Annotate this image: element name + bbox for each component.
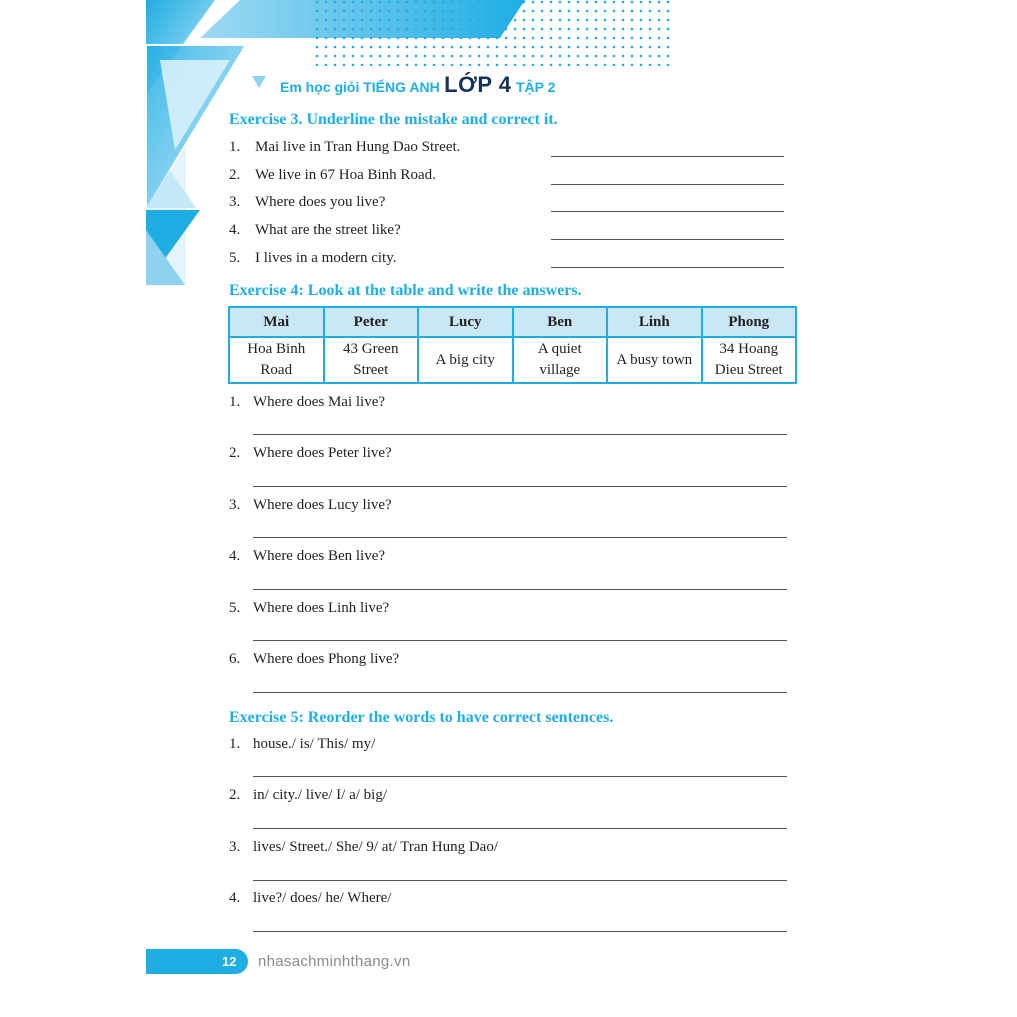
item-number: 2. — [229, 445, 241, 461]
answer-line[interactable] — [253, 472, 787, 487]
table-header-cell: Phong — [702, 307, 797, 337]
answer-line[interactable] — [253, 523, 787, 538]
cell-line: village — [539, 362, 581, 378]
item-number: 1. — [229, 394, 241, 410]
exercise-3-item — [229, 250, 397, 267]
item-number: 3. — [229, 839, 241, 855]
answer-line[interactable] — [253, 420, 787, 435]
book-header — [280, 74, 555, 96]
book-title-prefix: Em học giỏi TIẾNG ANH — [280, 79, 440, 95]
item-text: Where does Mai live? — [253, 394, 386, 410]
item-number: 2. — [229, 787, 241, 803]
item-number: 4. — [229, 222, 241, 238]
item-number: 4. — [229, 548, 241, 564]
table-cell — [702, 337, 797, 383]
exercise-4-title: Exercise 4: Look at the table and write the answers. — [229, 282, 582, 299]
item-number: 1. — [229, 736, 241, 752]
correction-blank[interactable] — [551, 168, 784, 185]
exercise-4-question — [229, 651, 399, 668]
item-number: 5. — [229, 250, 241, 266]
cell-line: Dieu Street — [714, 362, 783, 378]
book-grade: LỚP 4 — [444, 72, 512, 97]
table-cell — [513, 337, 608, 383]
table-row — [229, 337, 796, 383]
item-text: What are the street like? — [255, 222, 401, 238]
cell-line: Road — [260, 362, 293, 378]
correction-blank[interactable] — [551, 223, 784, 240]
cell-line: A big city — [435, 351, 495, 368]
exercise-5-title: Exercise 5: Reorder the words to have correct sentences. — [229, 709, 614, 726]
exercise-3-item — [229, 222, 401, 239]
item-text: house./ is/ This/ my/ — [253, 736, 376, 752]
cell-line: Street — [353, 362, 389, 378]
cell-line: Hoa Binh — [247, 341, 306, 357]
item-number: 5. — [229, 600, 241, 616]
cell-line: 34 Hoang — [719, 341, 779, 357]
residence-table — [228, 306, 797, 384]
exercise-5-item — [229, 787, 387, 804]
item-text: We live in 67 Hoa Binh Road. — [255, 167, 436, 183]
book-volume: TẬP 2 — [515, 79, 556, 95]
exercise-5-item — [229, 890, 391, 907]
exercise-4-question — [229, 600, 389, 617]
item-text: live?/ does/ he/ Where/ — [253, 890, 392, 906]
item-number: 2. — [229, 167, 241, 183]
exercise-3-item — [229, 167, 436, 184]
item-number: 1. — [229, 139, 241, 155]
exercise-4-question — [229, 548, 385, 565]
cell-line: A busy town — [616, 351, 693, 368]
correction-blank[interactable] — [551, 140, 784, 157]
correction-blank[interactable] — [551, 251, 784, 268]
exercise-3-title: Exercise 3. Underline the mistake and correct it. — [229, 111, 558, 128]
table-cell — [418, 337, 513, 383]
item-number: 3. — [229, 497, 241, 513]
exercise-3-item — [229, 194, 385, 211]
item-text: Mai live in Tran Hung Dao Street. — [255, 139, 461, 155]
item-text: Where does Ben live? — [253, 548, 386, 564]
table-header-cell: Linh — [607, 307, 702, 337]
item-text: in/ city./ live/ I/ a/ big/ — [253, 787, 388, 803]
table-cell — [607, 337, 702, 383]
answer-line[interactable] — [253, 626, 787, 641]
exercise-4-question — [229, 394, 385, 411]
item-text: Where does Peter live? — [253, 445, 392, 461]
cell-line: A quiet — [537, 341, 582, 357]
page-number: 12 — [222, 954, 237, 969]
exercise-4-question — [229, 445, 392, 462]
table-cell — [229, 337, 324, 383]
item-text: Where does you live? — [255, 194, 386, 210]
table-header-cell: Ben — [513, 307, 608, 337]
publisher-website: nhasachminhthang.vn — [258, 953, 411, 970]
answer-line[interactable] — [253, 814, 787, 829]
answer-line[interactable] — [253, 678, 787, 693]
table-header-cell: Mai — [229, 307, 324, 337]
item-text: I lives in a modern city. — [255, 250, 397, 266]
cell-line: 43 Green — [343, 341, 399, 357]
item-text: Where does Linh live? — [253, 600, 390, 616]
item-number: 6. — [229, 651, 241, 667]
table-header-row — [229, 307, 796, 337]
item-text: Where does Phong live? — [253, 651, 400, 667]
exercise-5-item — [229, 839, 498, 856]
answer-line[interactable] — [253, 762, 787, 777]
item-number: 4. — [229, 890, 241, 906]
correction-blank[interactable] — [551, 195, 784, 212]
item-text: lives/ Street./ She/ 9/ at/ Tran Hung Dao/ — [253, 839, 498, 855]
table-header-cell: Lucy — [418, 307, 513, 337]
item-text: Where does Lucy live? — [253, 497, 392, 513]
answer-line[interactable] — [253, 866, 787, 881]
answer-line[interactable] — [253, 575, 787, 590]
item-number: 3. — [229, 194, 241, 210]
exercise-5-item — [229, 736, 375, 753]
table-cell — [324, 337, 419, 383]
table-header-cell: Peter — [324, 307, 419, 337]
answer-line[interactable] — [253, 917, 787, 932]
exercise-4-question — [229, 497, 392, 514]
exercise-3-item — [229, 139, 460, 156]
